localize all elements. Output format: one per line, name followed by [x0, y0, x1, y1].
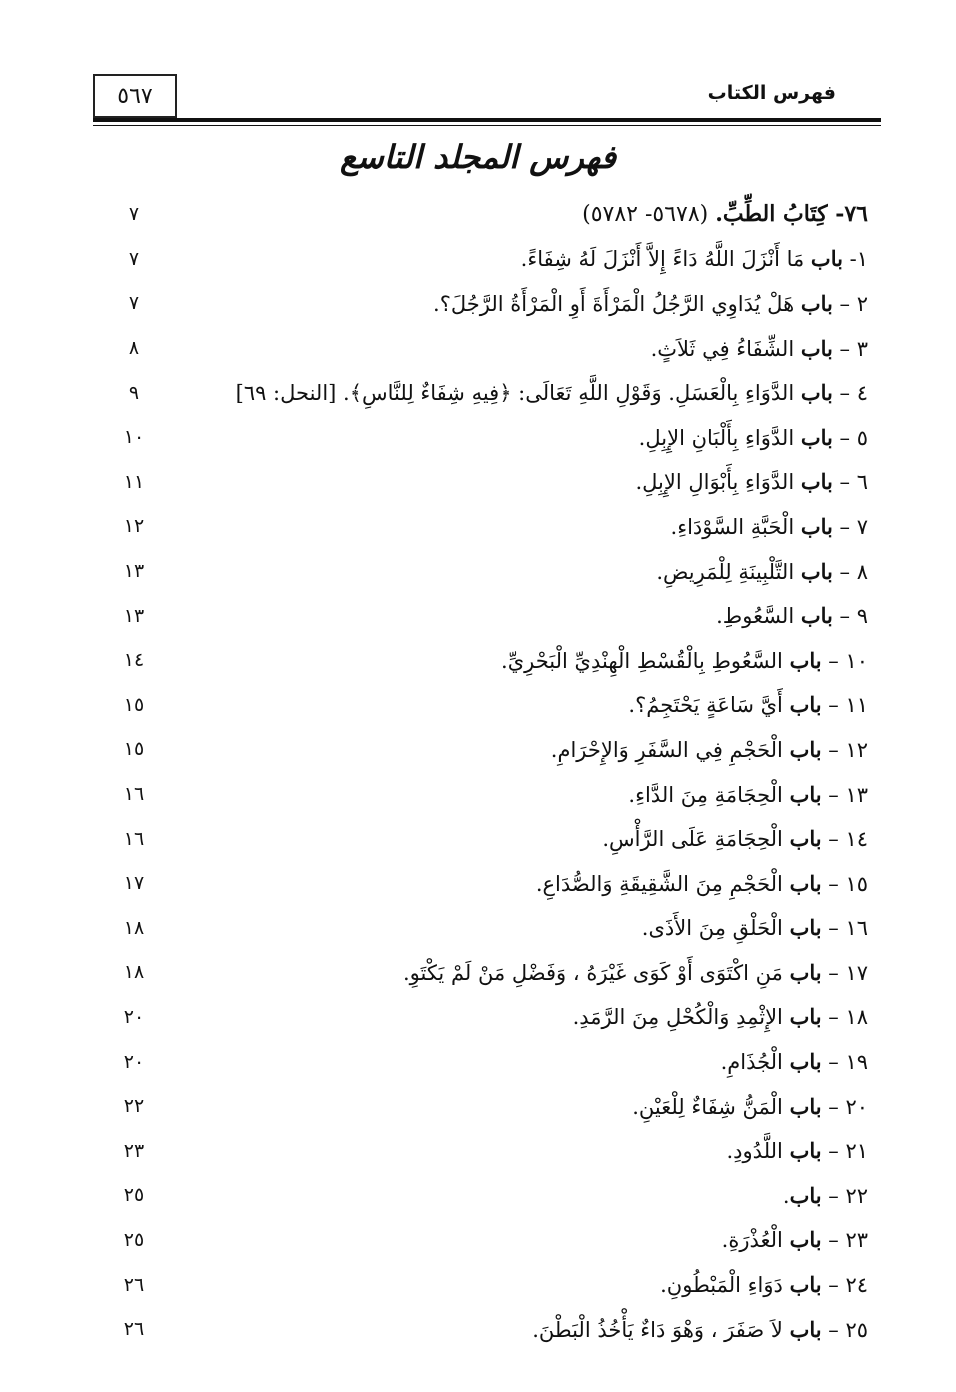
toc-entry-label: ٧٦- كِتَابُ الطِّبِّ. (٥٦٧٨- ٥٧٨٢) [582, 201, 868, 228]
header-rule-thick [93, 118, 881, 122]
toc-entry-label: ٢٥ – باب لاَ صَفَرَ ، وَهْوَ دَاءٌ يَأْخُذُ الْبَطْنَ. [532, 1316, 868, 1342]
toc-entry-page: ١٣ [123, 560, 145, 583]
toc-entry-label: ٢ – باب هَلْ يُدَاوِي الرَّجُلُ الْمَرْأَةَ أَوِ الْمَرْأَةُ الرَّجُلَ؟. [433, 290, 868, 316]
toc-entry-label: ٢٤ – باب دَوَاءِ الْمَبْطُونِ. [660, 1272, 868, 1298]
toc-entry-label: ١٦ – باب الْحَلْقِ مِنَ الأَذَى. [641, 915, 868, 941]
toc-entry-label: ١٩ – باب الْجُذَامِ. [720, 1049, 868, 1075]
toc-entry [100, 861, 880, 906]
toc-entry-page: ٢٥ [123, 1184, 145, 1207]
toc-entry-label: ٦ – باب الدَّوَاءِ بِأَبْوَالِ الإِبِلِ. [635, 469, 868, 495]
volume-title: فهرس المجلد التاسع [339, 138, 617, 176]
page-number: ٥٦٧ [117, 83, 153, 109]
toc-entry-page: ٧ [128, 292, 140, 315]
toc-entry-page: ١٥ [123, 693, 145, 716]
toc-entry-page: ٢٢ [123, 1095, 145, 1118]
toc-list [100, 192, 880, 1351]
toc-entry-page: ٧ [128, 203, 140, 226]
toc-entry [100, 906, 880, 951]
toc-entry-page: ١١ [123, 470, 145, 493]
toc-entry [100, 415, 880, 460]
toc-entry-label: ١٣ – باب الْحِجَامَةِ مِنَ الدَّاءِ. [628, 781, 868, 807]
page-number-box [93, 74, 177, 118]
toc-entry [100, 1218, 880, 1263]
toc-entry [100, 1128, 880, 1173]
toc-entry-label: ١٤ – باب الْحِجَامَةِ عَلَى الرَّأْسِ. [602, 826, 868, 852]
toc-entry-label: ١٨ – باب الإِثْمِدِ وَالْكُحْلِ مِنَ الرَّمَدِ. [572, 1004, 868, 1030]
toc-entry-page: ١٨ [123, 961, 145, 984]
toc-entry-label: ٢١ – باب اللَّدُودِ. [726, 1138, 868, 1164]
toc-entry-page: ١٨ [123, 916, 145, 939]
toc-entry [100, 816, 880, 861]
toc-entry-label: ١٧ – باب مَنِ اكْتَوَى أَوْ كَوَى غَيْرَهُ ، وَفَضْلِ مَنْ لَمْ يَكْتَوِ. [402, 959, 868, 985]
toc-entry-page: ١٧ [123, 872, 145, 895]
toc-entry-page: ٩ [128, 381, 140, 404]
header-rule-thin [93, 125, 881, 126]
toc-entry-label: ٣ – باب الشِّفَاءُ فِي ثَلاَثٍ. [650, 335, 868, 361]
toc-entry-label: ٢٣ – باب الْعُذْرَةِ. [721, 1227, 868, 1253]
toc-entry [100, 995, 880, 1040]
toc-entry-label: ١٢ – باب الْحَجْمِ فِي السَّفَرِ وَالإِحْرَامِ. [550, 736, 868, 762]
toc-entry-label: ١٥ – باب الْحَجْمِ مِنَ الشَّقِيقَةِ وَالصُّدَاعِ. [535, 870, 868, 896]
toc-entry-label: ٢٢ – باب. [782, 1182, 868, 1208]
toc-entry-label: ١٠ – باب السَّعُوطِ بِالْقُسْطِ الْهِنْدِيِّ الْبَحْرِيِّ. [501, 647, 868, 673]
toc-entry-page: ٢٣ [123, 1139, 145, 1162]
toc-entry [100, 281, 880, 326]
toc-entry-page: ١٥ [123, 738, 145, 761]
toc-entry-label: ٢٠ – باب الْمَنُّ شِفَاءٌ لِلْعَيْنِ. [632, 1093, 868, 1119]
toc-entry [100, 1084, 880, 1129]
toc-entry-page: ٢٦ [123, 1318, 145, 1341]
toc-entry [100, 727, 880, 772]
toc-entry [100, 370, 880, 415]
toc-entry-page: ٢٥ [123, 1228, 145, 1251]
toc-entry [100, 1039, 880, 1084]
toc-entry-page: ٢٦ [123, 1273, 145, 1296]
toc-entry [100, 1307, 880, 1352]
toc-entry [100, 504, 880, 549]
toc-entry-page: ٨ [128, 337, 140, 360]
toc-entry [100, 683, 880, 728]
toc-entry-page: ٧ [128, 247, 140, 270]
toc-entry-page: ٢٠ [123, 1050, 145, 1073]
toc-entry [100, 1173, 880, 1218]
toc-entry [100, 237, 880, 282]
toc-entry [100, 950, 880, 995]
toc-entry-page: ١٠ [123, 426, 145, 449]
toc-entry-label: ٤ – باب الدَّوَاءِ بِالْعَسَلِ. وَقَوْلِ اللَّهِ تَعَالَى: ﴿فِيهِ شِفَاءٌ لِلنَّاسِ﴾. [النحل: ٦٩] [235, 380, 868, 406]
toc-entry-page: ١٢ [123, 515, 145, 538]
toc-entry-page: ٢٠ [123, 1005, 145, 1028]
toc-entry [100, 549, 880, 594]
toc-entry [100, 772, 880, 817]
toc-entry-page: ١٦ [123, 783, 145, 806]
toc-entry [100, 1262, 880, 1307]
toc-entry-page: ١٣ [123, 604, 145, 627]
toc-entry [100, 638, 880, 683]
toc-entry [100, 460, 880, 505]
toc-entry [100, 593, 880, 638]
toc-entry [100, 192, 880, 237]
toc-entry-label: ٥ – باب الدَّوَاءِ بِأَلْبَانِ الإِبِلِ. [638, 424, 868, 450]
toc-entry [100, 326, 880, 371]
toc-entry-label: ٩ – باب السَّعُوطِ. [716, 603, 868, 629]
toc-entry-page: ١٤ [123, 649, 145, 672]
toc-entry-label: ٨ – باب التَّلْبِينَةِ لِلْمَرِيضِ. [656, 558, 868, 584]
toc-entry-label: ٧ – باب الْحَبَّةِ السَّوْدَاءِ. [670, 513, 868, 539]
toc-entry-page: ١٦ [123, 827, 145, 850]
toc-entry-label: ١- باب مَا أَنْزَلَ اللَّهُ دَاءً إِلاَّ أَنْزَلَ لَهُ شِفَاءً. [520, 246, 868, 272]
toc-entry-label: ١١ – باب أَيَّ سَاعَةٍ يَحْتَجِمُ؟. [628, 692, 868, 718]
running-header-title: فهرس الكتاب [707, 82, 836, 104]
